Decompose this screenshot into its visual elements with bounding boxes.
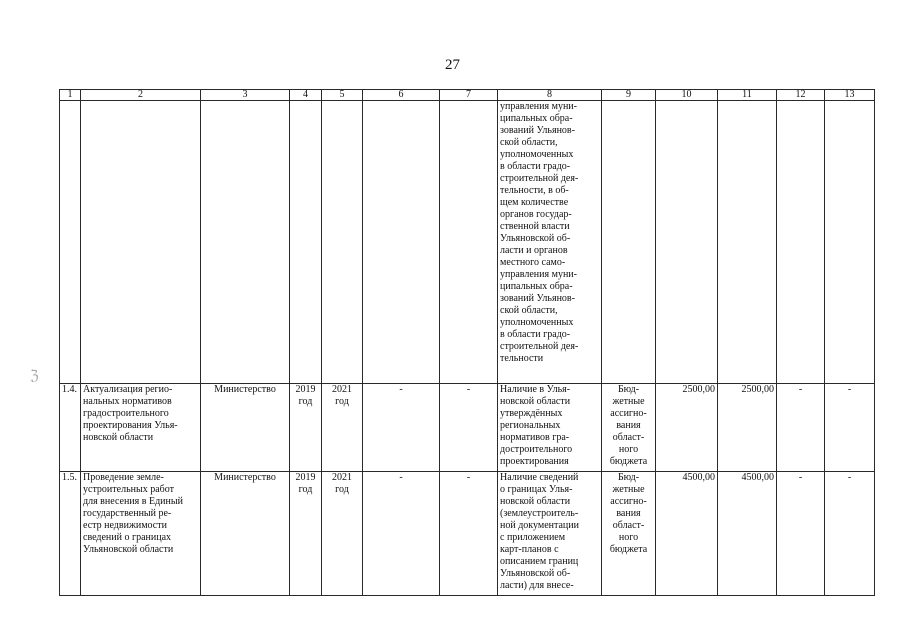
funding-source: Бюд- жетные ассигно- вания област- ного бюджета [609,472,648,555]
column-number: 12 [777,90,825,101]
end-year: 2021 год [332,384,352,407]
total-amount: 4500,00 [682,472,715,483]
executor: Министерство [214,384,276,395]
row-number: 1.5. [62,472,77,483]
column-number: 9 [602,90,656,101]
amount-2021: - [847,384,852,395]
column-number-row [60,90,875,101]
start-year: 2019 год [295,472,316,495]
end-year: 2021 год [332,472,352,495]
indicator-text: Наличие сведений о границах Улья- новской области (землеустроитель- ной документации с приложением карт-планов с описанием границ Ульяновской об- ласти) для внесе- [500,472,579,591]
page-number: 27 [445,57,460,73]
continuation-row [60,101,875,384]
column-6-value: - [399,384,403,395]
column-number: 2 [81,90,201,101]
funding-source: Бюд- жетные ассигно- вания област- ного бюджета [609,384,648,467]
column-number: 4 [290,90,322,101]
row-number: 1.4. [62,384,77,395]
indicator-text: Наличие в Улья- новской области утверждённых региональных нормативов гра- достроительного проектирования [500,384,573,467]
continued-indicator-text: управления муни- ципальных обра- зований Ульянов- ской области, уполномоченных в области градо- строительной дея- тельности, в об- щем количестве органов государ- ственной власти Ульяновской об- ласти и органов местного само- управления муни- ципальных обра- зований Ульянов- ской области, уполномоченных в области градо- строительной дея- тельности [500,101,579,364]
column-number: 13 [825,90,875,101]
column-number: 3 [201,90,290,101]
margin-scribble: ℨ [30,369,39,384]
column-7-value: - [466,384,471,395]
column-number: 6 [363,90,440,101]
column-number: 10 [656,90,718,101]
executor: Министерство [214,472,276,483]
column-number: 8 [498,90,602,101]
amount-2020: - [798,472,803,483]
measure-name: Проведение земле- устроительных работ для внесения в Единый государственный ре- естр недвижимости сведений о границах Ульяновской области [83,472,183,555]
program-table [59,89,875,596]
column-number: 5 [322,90,363,101]
column-number: 11 [718,90,777,101]
amount-2019: 2500,00 [741,384,774,395]
amount-2020: - [798,384,803,395]
column-6-value: - [399,472,403,483]
amount-2019: 4500,00 [741,472,774,483]
measure-name: Актуализация регио- нальных нормативов градостроительного проектирования Улья- новской области [83,384,178,443]
column-7-value: - [466,472,471,483]
table-row [60,472,875,596]
total-amount: 2500,00 [682,384,715,395]
amount-2021: - [847,472,852,483]
start-year: 2019 год [295,384,316,407]
table-row [60,384,875,472]
column-number: 1 [60,90,81,101]
column-number: 7 [440,90,498,101]
